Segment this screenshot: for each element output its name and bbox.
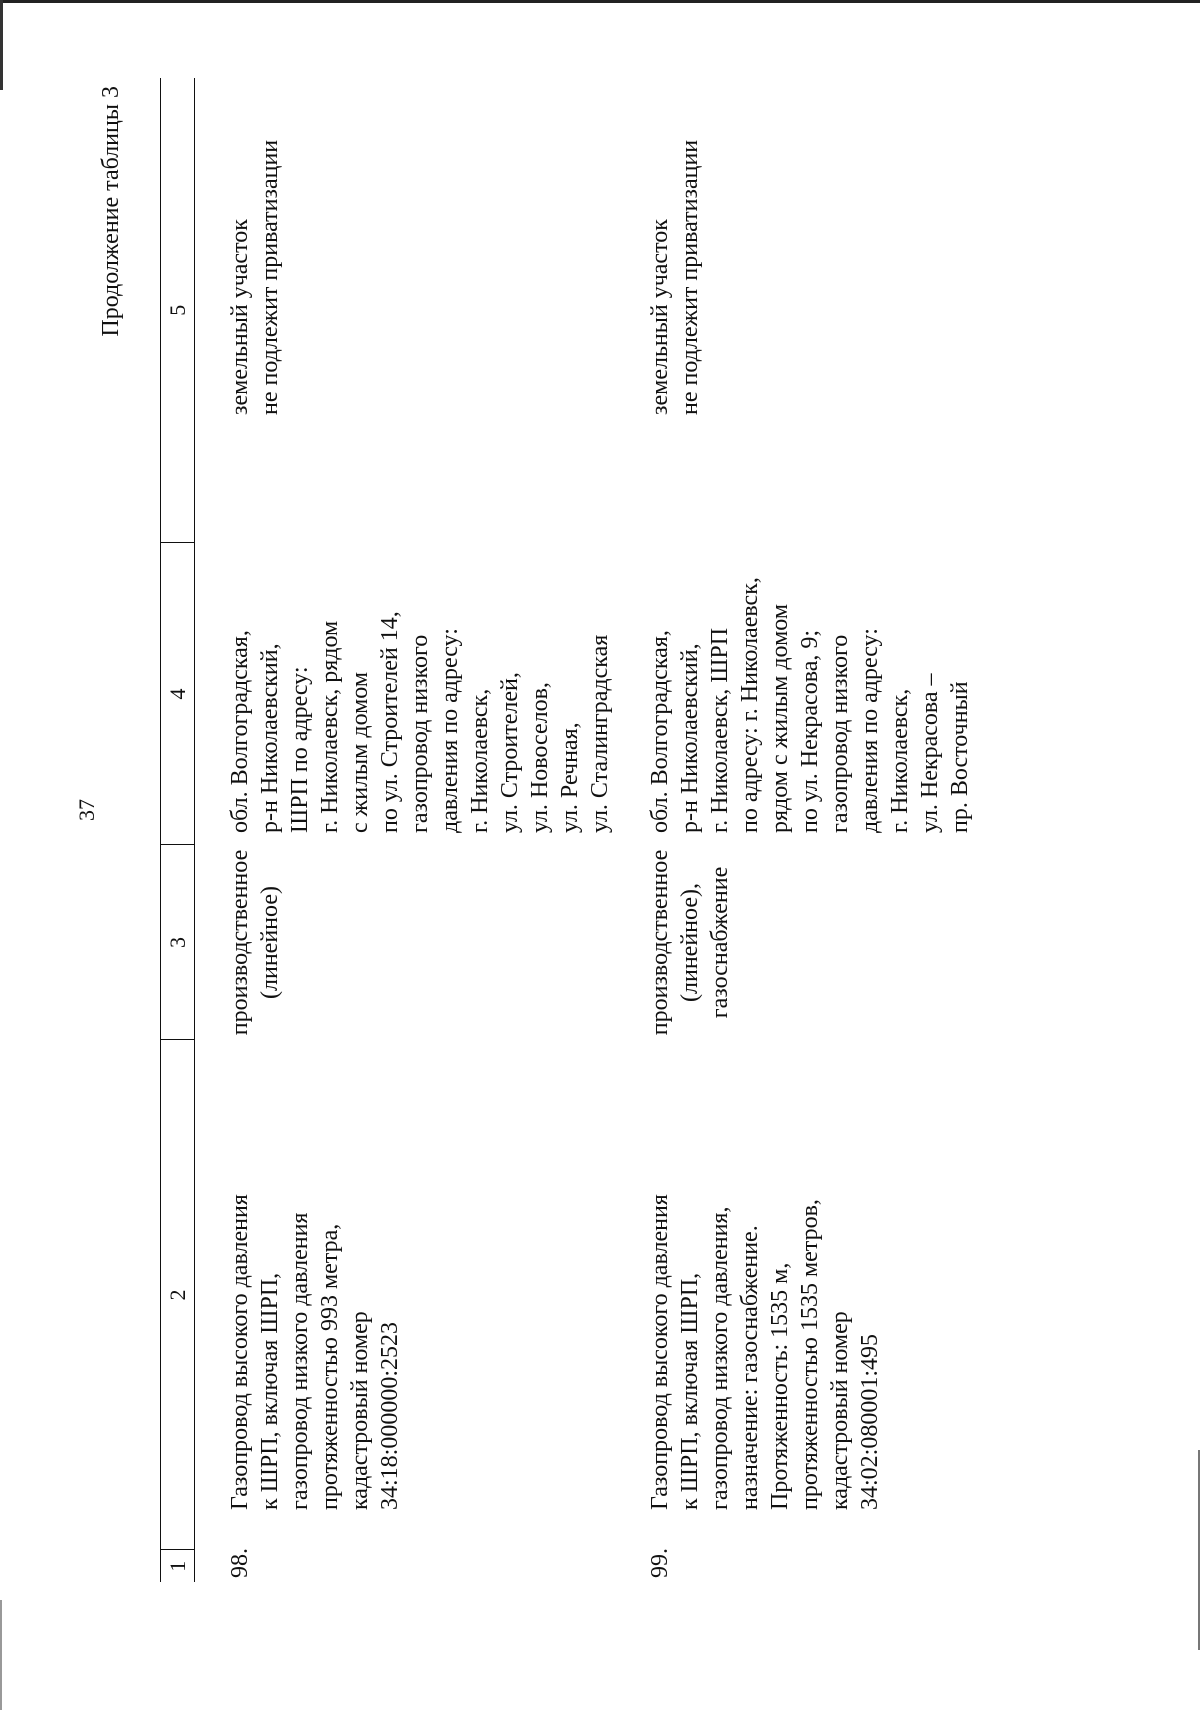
- address-line: ул. Сталинградская: [587, 634, 613, 833]
- table-row-99: [615, 78, 975, 1582]
- address-line: р-н Николаевский,: [677, 643, 703, 833]
- object-name-line: к ШРП, включая ШРП,: [677, 1272, 703, 1510]
- address-line: газопровод низкого: [407, 634, 433, 833]
- header-cell-4: 4: [161, 543, 195, 845]
- object-name-line: протяженностью 993 метра,: [317, 1223, 343, 1510]
- address-line: по ул. Некрасова, 9;: [797, 629, 823, 833]
- purpose-line: газоснабжение: [707, 866, 733, 1019]
- purpose-line: (линейное),: [677, 883, 703, 1002]
- address-line: газопровод низкого: [827, 634, 853, 833]
- header-cell-1: 1: [161, 1550, 195, 1582]
- note-line: земельный участок: [647, 219, 673, 415]
- property-table: [160, 78, 975, 1582]
- header-cell-2: 2: [161, 1040, 195, 1550]
- row-number-cell: [195, 1550, 616, 1582]
- address-line: пр. Восточный: [947, 681, 973, 833]
- object-name-line: 34:02:080001:495: [857, 1333, 883, 1510]
- address-cell: [195, 543, 616, 845]
- address-line: по адресу: г. Николаевск,: [737, 577, 763, 833]
- purpose-cell: [615, 845, 975, 1040]
- address-line: ул. Строителей,: [497, 672, 523, 833]
- object-name-line: кадастровый номер: [347, 1311, 373, 1510]
- address-line: рядом с жилым домом: [767, 603, 793, 833]
- address-line: ул. Речная,: [557, 722, 583, 833]
- object-name-line: кадастровый номер: [827, 1311, 853, 1510]
- object-name-cell: [195, 1040, 616, 1550]
- object-name-line: к ШРП, включая ШРП,: [257, 1272, 283, 1510]
- address-line: обл. Волгоградская,: [227, 630, 253, 833]
- page-number: 37: [74, 799, 99, 821]
- note-cell: [615, 78, 975, 543]
- note-cell: [195, 78, 616, 543]
- note-line: земельный участок: [227, 219, 253, 415]
- address-line: ШРП по адресу:: [287, 666, 313, 833]
- table-continuation-caption: Продолжение таблицы 3: [98, 86, 124, 337]
- object-name-line: Газопровод высокого давления: [227, 1194, 253, 1510]
- object-name-line: Протяженность: 1535 м,: [767, 1262, 793, 1510]
- purpose-cell: [195, 845, 616, 1040]
- address-line: ул. Некрасова –: [917, 673, 943, 833]
- note-line: не подлежит приватизации: [677, 139, 703, 415]
- object-name-line: газопровод низкого давления: [287, 1212, 313, 1510]
- purpose-line: (линейное): [257, 886, 283, 999]
- address-line: г. Николаевск, ШРП: [707, 627, 733, 833]
- address-line: обл. Волгоградская,: [647, 630, 673, 833]
- table-row-98: [195, 78, 616, 1582]
- object-name-line: Газопровод высокого давления: [647, 1194, 673, 1510]
- purpose-line: производственное: [227, 849, 253, 1036]
- row-number-cell: [615, 1550, 975, 1582]
- address-line: по ул. Строителей 14,: [377, 611, 403, 833]
- address-line: с жилым домом: [347, 671, 373, 833]
- address-cell: [615, 543, 975, 845]
- address-line: г. Николаевск,: [887, 688, 913, 833]
- row-number: 98.: [227, 1548, 253, 1578]
- object-name-cell: [615, 1040, 975, 1550]
- address-line: давления по адресу:: [857, 628, 883, 833]
- object-name-line: назначение: газоснабжение.: [737, 1225, 763, 1510]
- header-cell-5: 5: [161, 78, 195, 543]
- table-header-row: [161, 78, 195, 1582]
- address-line: р-н Николаевский,: [257, 643, 283, 833]
- object-name-line: протяженностью 1535 метров,: [797, 1199, 823, 1510]
- address-line: г. Николаевск, рядом: [317, 620, 343, 833]
- object-name-line: газопровод низкого давления,: [707, 1206, 733, 1510]
- object-name-line: 34:18:000000:2523: [377, 1321, 403, 1510]
- row-number: 99.: [647, 1548, 673, 1578]
- note-line: не подлежит приватизации: [257, 139, 283, 415]
- address-line: давления по адресу:: [437, 628, 463, 833]
- purpose-line: производственное: [647, 849, 673, 1036]
- address-line: г. Николаевск,: [467, 688, 493, 833]
- header-cell-3: 3: [161, 845, 195, 1040]
- address-line: ул. Новоселов,: [527, 682, 553, 833]
